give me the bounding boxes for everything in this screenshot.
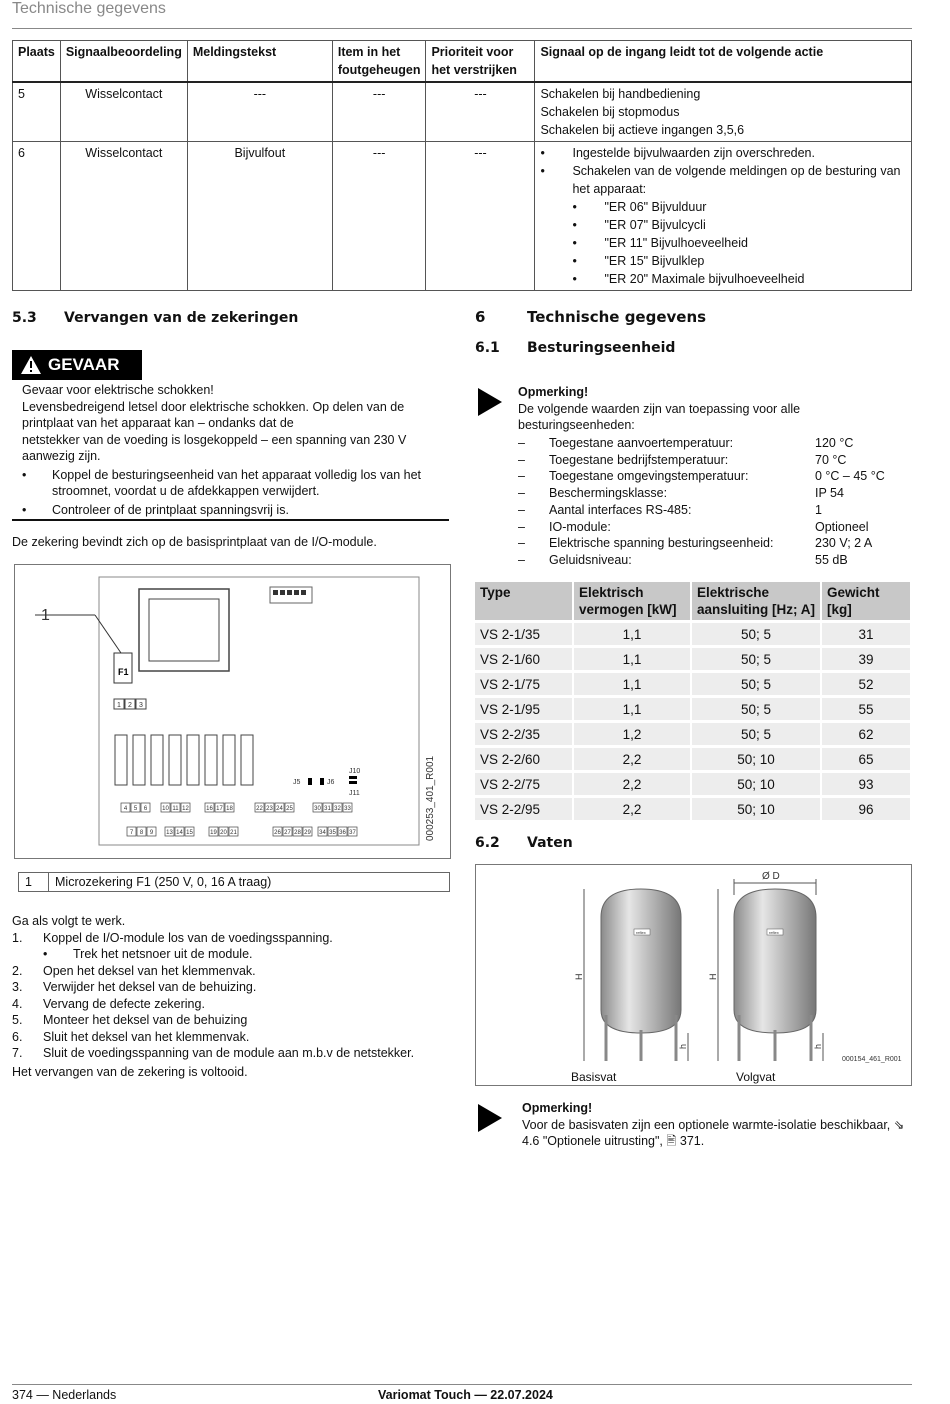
table-cell: 50; 5 bbox=[692, 673, 822, 695]
terminal-label: 31 bbox=[324, 806, 331, 812]
table-cell: VS 2-1/95 bbox=[475, 698, 574, 720]
table-row bbox=[475, 648, 912, 670]
sub-bullet: "ER 20" Maximale bijvulhoeveelheid bbox=[604, 272, 805, 286]
col-header: Elektrisch vermogen [kW] bbox=[574, 582, 692, 620]
actie-line: Schakelen bij handbediening bbox=[540, 87, 701, 101]
step-item: Sluit de voedingsspanning van de module aan m.b.v de netstekker. bbox=[43, 1046, 415, 1060]
cell-actie: • Ingestelde bijvulwaarden zijn overschreden. • Schakelen van de volgende meldingen op de besturing van het apparaat: • "ER 06" Bijvulduur • "ER 07" Bijvulcycli • "ER 11" Bijvulhoeveelheid • "ER 15" Bijvulklep • "ER 20" Maximale bijvulhoeveelheid bbox=[535, 142, 912, 291]
col-header: Meldingstekst bbox=[187, 41, 332, 83]
footer-divider bbox=[12, 1384, 912, 1385]
cell-item: --- bbox=[332, 142, 426, 291]
svg-text:F1: F1 bbox=[118, 667, 129, 677]
cell-plaats: 5 bbox=[13, 82, 61, 142]
terminal-label: 4 bbox=[123, 806, 128, 812]
cell-actie bbox=[535, 82, 912, 142]
table-cell: 2,2 bbox=[574, 748, 692, 770]
sub-bullet: "ER 15" Bijvulklep bbox=[604, 254, 705, 268]
note-arrow-icon bbox=[478, 1104, 502, 1132]
table-cell: VS 2-2/95 bbox=[475, 798, 574, 820]
svg-text:000154_461_R001: 000154_461_R001 bbox=[842, 1056, 902, 1063]
col-header: Elektrische aansluiting [Hz; A] bbox=[692, 582, 822, 620]
step-item: Verwijder het deksel van de behuizing. bbox=[43, 980, 257, 994]
terminal-label: 15 bbox=[186, 830, 193, 836]
terminal-label: 24 bbox=[276, 806, 283, 812]
table-row bbox=[475, 773, 912, 795]
table-cell: 1,1 bbox=[574, 698, 692, 720]
table-cell: 1,1 bbox=[574, 623, 692, 645]
table-row bbox=[13, 82, 912, 142]
table-cell: 1,1 bbox=[574, 648, 692, 670]
footer-center: Variomat Touch — 22.07.2024 bbox=[378, 1388, 553, 1402]
svg-text:J5: J5 bbox=[293, 779, 301, 786]
section-heading: 5.3 Vervangen van de zekeringen bbox=[12, 310, 299, 326]
warning-icon bbox=[20, 355, 42, 375]
sub-bullet: "ER 07" Bijvulcycli bbox=[604, 218, 706, 232]
table-cell: 55 bbox=[822, 698, 912, 720]
terminal-label: 32 bbox=[334, 806, 341, 812]
cell-beoordeling: Wisselcontact bbox=[60, 142, 187, 291]
cell-item: --- bbox=[332, 82, 426, 142]
terminal-label: 13 bbox=[166, 830, 173, 836]
warning-text: Levensbedreigend letsel door elektrische schokken. Op delen van de printplaat van het apparaat kan – ondanks dat de bbox=[22, 399, 405, 430]
svg-text:h: h bbox=[813, 1043, 823, 1049]
terminal-label: 12 bbox=[182, 806, 189, 812]
terminal-label: 16 bbox=[206, 806, 213, 812]
svg-text:reflex: reflex bbox=[636, 930, 646, 935]
fuse-intro: De zekering bevindt zich op de basisprintplaat van de I/O-module. bbox=[12, 535, 377, 549]
svg-text:1: 1 bbox=[41, 607, 50, 624]
table-row bbox=[475, 623, 912, 645]
table-cell: 1,1 bbox=[574, 673, 692, 695]
table-cell: 50; 5 bbox=[692, 723, 822, 745]
terminal-label: 21 bbox=[230, 830, 237, 836]
running-header: Technische gegevens bbox=[12, 0, 166, 17]
table-cell: 31 bbox=[822, 623, 912, 645]
col-header: Plaats bbox=[13, 41, 61, 83]
actie-line: Schakelen bij actieve ingangen 3,5,6 bbox=[540, 123, 745, 137]
table-cell: 93 bbox=[822, 773, 912, 795]
table-cell: VS 2-1/35 bbox=[475, 623, 574, 645]
terminal-label: 17 bbox=[216, 806, 223, 812]
step-item: Trek het netsnoer uit de module. bbox=[73, 947, 253, 961]
terminal-label: 37 bbox=[349, 830, 356, 836]
svg-text:J11: J11 bbox=[349, 790, 360, 797]
note: Opmerking! De volgende waarden zijn van toepassing voor alle besturingseenheden: bbox=[518, 385, 801, 432]
legend-number: 1 bbox=[19, 873, 49, 891]
terminal-label: 28 bbox=[294, 830, 301, 836]
steps-intro: Ga als volgt te werk. bbox=[12, 914, 126, 928]
terminal-label: 10 bbox=[162, 806, 169, 812]
cell-prioriteit: --- bbox=[426, 82, 535, 142]
svg-text:Volgvat: Volgvat bbox=[736, 1070, 776, 1084]
terminal-label: 36 bbox=[339, 830, 346, 836]
terminal-label: 23 bbox=[266, 806, 273, 812]
terminal-label: 33 bbox=[344, 806, 351, 812]
actie-bullet: Schakelen van de volgende meldingen op de besturing van het apparaat: bbox=[572, 164, 901, 196]
terminal-label: 30 bbox=[314, 806, 321, 812]
cell-melding: --- bbox=[187, 82, 332, 142]
table-row bbox=[475, 673, 912, 695]
terminal-label: 11 bbox=[172, 806, 179, 812]
table-cell: VS 2-2/60 bbox=[475, 748, 574, 770]
table-cell: VS 2-2/75 bbox=[475, 773, 574, 795]
cell-beoordeling: Wisselcontact bbox=[60, 82, 187, 142]
danger-label: GEVAAR bbox=[12, 350, 142, 380]
note: Opmerking! Voor de basisvaten zijn een optionele warmte-isolatie beschikbaar, ⇘ 4.6 "Optionele uitrusting", 🖹 371. bbox=[522, 1101, 905, 1148]
svg-text:2: 2 bbox=[128, 702, 132, 709]
header-divider bbox=[12, 28, 912, 29]
vessels-figure bbox=[475, 864, 912, 1086]
table-row bbox=[475, 748, 912, 770]
table-cell: 1,2 bbox=[574, 723, 692, 745]
cell-melding: Bijvulfout bbox=[187, 142, 332, 291]
col-header: Type bbox=[475, 582, 574, 620]
subsection-heading: 6.2 Vaten bbox=[475, 835, 573, 851]
step-item: Koppel de I/O-module los van de voedingsspanning. bbox=[43, 930, 333, 945]
svg-text:1: 1 bbox=[117, 702, 121, 709]
actie-bullet: Ingestelde bijvulwaarden zijn overschreden. bbox=[572, 146, 815, 160]
table-row bbox=[13, 142, 912, 291]
svg-text:J6: J6 bbox=[327, 779, 335, 786]
pcb-figure bbox=[14, 564, 451, 859]
table-cell: 65 bbox=[822, 748, 912, 770]
step-item: Sluit het deksel van het klemmenvak. bbox=[43, 1029, 250, 1044]
table-cell: VS 2-2/35 bbox=[475, 723, 574, 745]
terminal-label: 19 bbox=[210, 830, 217, 836]
svg-text:H: H bbox=[574, 973, 584, 980]
terminal-label: 9 bbox=[149, 830, 154, 836]
step-item: Vervang de defecte zekering. bbox=[43, 996, 205, 1011]
step-item: Open het deksel van het klemmenvak. bbox=[43, 963, 256, 978]
col-header: Item in het foutgeheugen bbox=[332, 41, 426, 83]
table-cell: 52 bbox=[822, 673, 912, 695]
actie-line: Schakelen bij stopmodus bbox=[540, 105, 680, 119]
table-cell: 50; 5 bbox=[692, 623, 822, 645]
section-heading: 6 Technische gegevens bbox=[475, 308, 707, 326]
table-row bbox=[475, 698, 912, 720]
cell-prioriteit: --- bbox=[426, 142, 535, 291]
terminal-label: 5 bbox=[133, 806, 138, 812]
terminal-label: 35 bbox=[329, 830, 336, 836]
terminal-label: 6 bbox=[143, 806, 148, 812]
table-cell: VS 2-1/60 bbox=[475, 648, 574, 670]
terminal-label: 27 bbox=[284, 830, 291, 836]
spec-list: – Toegestane aanvoertemperatuur: 120 °C – Toegestane bedrijfstemperatuur: 70 °C – Toegestane omgevingstemperatuur: 0 °C – 45 °C – Beschermingsklasse: IP 54 – Aantal interfaces RS-485: 1 – IO-module: Optioneel – Elektrische spanning besturingseenheid: 230 V; 2 A – Geluidsniveau: 55 dB bbox=[518, 436, 885, 567]
warning-text: netstekker van de voeding is losgekoppeld – een spanning van 230 V aanwezig zijn. bbox=[22, 432, 407, 463]
sub-bullet: "ER 11" Bijvulhoeveelheid bbox=[604, 236, 748, 250]
table-cell: 50; 10 bbox=[692, 798, 822, 820]
svg-text:J10: J10 bbox=[349, 768, 361, 775]
svg-text:H: H bbox=[708, 973, 718, 980]
warning-bullet: Controleer of de printplaat spanningsvrij is. bbox=[52, 502, 289, 517]
svg-text:3: 3 bbox=[139, 702, 143, 709]
terminal-label: 25 bbox=[286, 806, 293, 812]
terminal-label: 26 bbox=[274, 830, 281, 836]
col-header: Signaalbeoordeling bbox=[60, 41, 187, 83]
terminal-label: 14 bbox=[176, 830, 183, 836]
table-cell: VS 2-1/75 bbox=[475, 673, 574, 695]
terminal-label: 8 bbox=[139, 830, 144, 836]
figure-legend bbox=[18, 872, 450, 892]
table-cell: 50; 10 bbox=[692, 748, 822, 770]
svg-text:Basisvat: Basisvat bbox=[571, 1070, 617, 1084]
col-header: Signaal op de ingang leidt tot de volgende actie bbox=[535, 41, 912, 83]
note-arrow-icon bbox=[478, 388, 502, 416]
terminal-label: 29 bbox=[304, 830, 311, 836]
svg-text:h: h bbox=[678, 1043, 688, 1049]
table-row bbox=[475, 798, 912, 820]
sub-bullet: "ER 06" Bijvulduur bbox=[604, 200, 707, 214]
table-cell: 2,2 bbox=[574, 798, 692, 820]
svg-text:reflex: reflex bbox=[769, 930, 779, 935]
terminal-label: 34 bbox=[319, 830, 326, 836]
warning-title: Gevaar voor elektrische schokken! bbox=[22, 383, 214, 397]
table-row bbox=[475, 723, 912, 745]
col-header: Prioriteit voor het verstrijken bbox=[426, 41, 535, 83]
table-cell: 50; 5 bbox=[692, 648, 822, 670]
table-cell: 39 bbox=[822, 648, 912, 670]
subsection-heading: 6.1 Besturingseenheid bbox=[475, 340, 676, 356]
warning-bullet: Koppel de besturingseenheid van het apparaat volledig los van het stroomnet, voordat u de afdekkappen verwijdert. bbox=[52, 467, 422, 498]
terminal-label: 18 bbox=[226, 806, 233, 812]
col-header: Gewicht [kg] bbox=[822, 582, 912, 620]
terminal-label: 22 bbox=[256, 806, 263, 812]
steps-done: Het vervangen van de zekering is voltooid. bbox=[12, 1064, 248, 1079]
terminal-label: 20 bbox=[220, 830, 227, 836]
table-cell: 62 bbox=[822, 723, 912, 745]
table-cell: 50; 10 bbox=[692, 773, 822, 795]
footer-left: 374 — Nederlands bbox=[12, 1388, 117, 1402]
steps: Ga als volgt te werk. 1. Koppel de I/O-module los van de voedingsspanning. • Trek het netsnoer uit de module. 2. Open het deksel van het klemmenvak. 3. Verwijder het deksel van de behuizing. 4. Vervang de defecte zekering. 5. Monteer het deksel van de behuizing 6. Sluit het deksel van het klemmenvak. 7. Sluit de voedingsspanning van de module aan m.b.v de netstekker. Het vervangen van de zekering is voltooid. bbox=[12, 913, 452, 1080]
table-cell: 2,2 bbox=[574, 773, 692, 795]
table-cell: 96 bbox=[822, 798, 912, 820]
terminal-label: 7 bbox=[129, 830, 134, 836]
type-table bbox=[475, 579, 912, 823]
table-cell: 50; 5 bbox=[692, 698, 822, 720]
warning-box: Gevaar voor elektrische schokken! Levensbedreigend letsel door elektrische schokken. Op delen van de printplaat van het apparaat kan – ondanks dat de netstekker van de voeding is losgekoppeld – een spanning van 230 V aanwezig zijn. • Koppel de besturingseenheid van het apparaat volledig los van het stroomnet, voordat u de afdekkappen verwijdert. • Controleer of de printplaat spanningsvrij is. bbox=[12, 380, 449, 521]
svg-text:Ø D: Ø D bbox=[762, 871, 780, 882]
svg-text:000253_401_R001: 000253_401_R001 bbox=[425, 755, 436, 841]
step-item: Monteer het deksel van de behuizing bbox=[43, 1013, 248, 1027]
legend-text: Microzekering F1 (250 V, 0, 16 A traag) bbox=[55, 875, 272, 889]
cell-plaats: 6 bbox=[13, 142, 61, 291]
signal-table bbox=[12, 40, 912, 291]
